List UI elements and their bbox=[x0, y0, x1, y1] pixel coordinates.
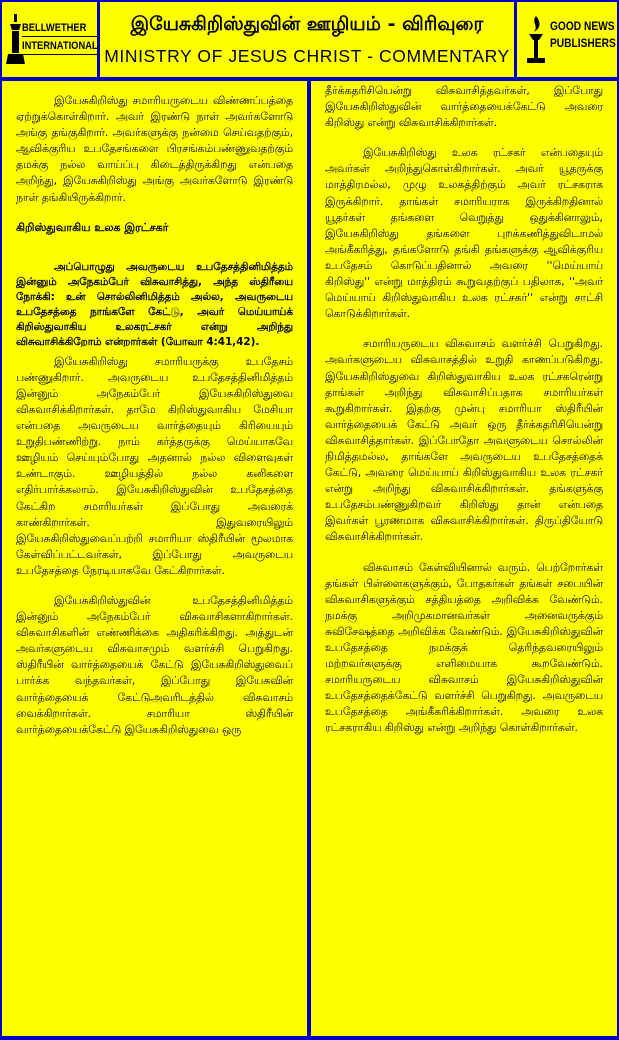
paragraph: சமாரியருடைய விசுவாசம் வளர்ச்சி பெறுகிறது. அவர்களுடைய விசுவாசத்தில் உறுதி காணப்படுகிறது. இயேசுகிறிஸ்துவை கிறிஸ்துவாகிய உலக ரட்சகரென்று தாங்கள் அறிந்து விசுவாசிப்பதாக சமாரியர்கள் கூறுகிறார்கள். இதற்கு முன்பு சமாரியா ஸ்திரீயின் வார்த்தையைக் கேட்டு அவர் ஒரு தீர்க்கதரிசியென்று விசுவாசித்தார்கள். இப்போதோ அவளுடைய சொல்லின் நிமித்தமல்ல, தாங்களே அவருடைய உபதேசத்தைக் கேட்டு, அவரை மெய்யாய் கிறிஸ்துவாகிய உலக ரட்சகர் என்று அறிந்து விசுவாசிக்கிறார்கள். தங்களுக்கு உபதேசம்பண்ணுகிறவர் கிறிஸ்து தான் என்பதை இவர்கள் பூரணமாக விசுவாசிக்கிறார்கள். திருப்தியோடு விசுவாசிக்கிறார்கள். bbox=[325, 337, 603, 544]
paragraph: இயேசுகிறிஸ்து உலக ரட்சகர் என்பதையும் அவர்கள் அறிந்துகொள்கிறார்கள். அவர் யூதருக்கு மாத்திரமல்ல, முழு உலகத்திற்கும் அவர் ரட்சகராக இருக்கிறார். தாங்கள் சமாரியராக இருக்கிறதினால் யூதர்கள் தங்களை வெறுத்து ஒதுக்கினாலும், இயேசுகிறிஸ்து தங்களை புறக்கணித்துவிடாமல் அங்கீகரித்து, தங்களோடு தங்கி தங்களுக்கு ஆவிக்குரிய உபதேசம் கொடுப்பதினால் அவரை ''மெய்யாய் கிறிஸ்து'' என்று மாத்திரம் கூறுவதற்குப் பதிலாக, ''அவர் மெய்யாய் கிறிஸ்துவாகிய உலக ரட்சகர்'' என்று சாட்சி கொடுக்கிறார்கள். bbox=[325, 146, 603, 321]
paragraph: இயேசுகிறிஸ்து சமாரியருக்கு உபதேசம் பண்ணுகிறார். அவருடைய உபதேசத்தினிமித்தம் இன்னும் அநேகம்பேர் இயேசுகிறிஸ்துவை விசுவாசிக்கிறார்கள். தாமே கிறிஸ்துவாகிய மேசியா என்பதை அவருடைய வார்த்தையும் கிரியையும் உறுதிபண்ணிற்று. நாம் கர்த்தருக்கு மெய்யாகவே ஊழியம் செய்யும்போது அதனால் நல்ல விளைவுகள் உண்டாகும். ஊழியத்தில் நல்ல கனிகளை எதிர்பார்க்கலாம். இயேசுகிறிஸ்துவின் உபதேசத்தை கேட்கிற சமாரியர்கள் இப்போது அவரைக் காண்கிறார்கள். இதுவரையிலும் இயேசுகிறிஸ்துவைப்பற்றி சமாரியா ஸ்திரீயின் மூலமாக கேள்விப்பட்டவர்கள், இப்போது அவருடைய உபதேசத்தை நேரடியாகவே கேட்கிறார்கள். bbox=[16, 354, 293, 577]
torch-icon bbox=[523, 14, 549, 64]
page-header bbox=[2, 2, 617, 77]
good-news-logo-line2: PUBLISHERS bbox=[550, 36, 616, 50]
scripture-quote: அப்பொழுது அவருடைய உபதேசத்தினிமித்தம் இன்னும் அநேகம்பேர் விசுவாசித்து, அந்த ஸ்திரீயை நோக்கி: உன் சொல்லினிமித்தம் அல்ல, அவருடைய உபதேசத்தை நாங்களே கேட்டு, அவர் மெய்யாய்க் கிறிஸ்துவாகிய உலகரட்சகர் என்று அறிந்து விசுவாசிக்கிறோம் என்றார்கள் (யோவா 4:41,42). bbox=[16, 260, 293, 348]
good-news-logo bbox=[517, 2, 617, 77]
bellwether-logo-line2: INTERNATIONAL bbox=[22, 39, 98, 55]
section-heading: கிறிஸ்துவாகிய உலக இரட்சகர் bbox=[16, 220, 169, 234]
paragraph: தீர்க்கதரிசியென்று விசுவாசித்தவர்கள், இப்போது இயேசுகிறிஸ்துவின் வார்த்தையைக்கேட்டு அவரை கிறிஸ்து என்று விசுவாசிக்கிறார்கள். bbox=[325, 84, 603, 130]
left-column bbox=[2, 81, 307, 1036]
paragraph: விசுவாசம் கேள்வியினால் வரும். பெற்றோர்கள் தங்கள் பிள்ளைகளுக்கும், போதகர்கள் தங்கள் சபையின் விசுவாசிகளுக்கும் சத்தியத்தை அறிவிக்க வேண்டும். நமக்கு அறிமுகமானவர்கள் அனைவருக்கும் சுவிசேஷத்தை அறிவிக்க வேண்டும். இயேசுகிறிஸ்துவின் உபதேசத்தை நமக்குக் தெரிந்தவரையிலும் மற்றவர்களுக்கு எளிமையாக கூறவேண்டும். சமாரியருடைய விசுவாசம் இயேசுகிறிஸ்துவின் உபதேசத்தைக்கேட்டு வளர்ச்சி பெறுகிறது. அவருடைய உபதேசத்தை அங்கீகரிக்கிறார்கள். அவரை உலக ரட்சகராகிய கிறிஸ்து என்று அறிந்து கொள்கிறார்கள். bbox=[325, 560, 603, 735]
paragraph: இயேசுகிறிஸ்துவின் உபதேசத்தினிமித்தம் இன்னும் அநேகம்பேர் விசுவாசிகளாகிறார்கள். விசுவாசிகளின் எண்ணிக்கை அதிகரிக்கிறது. அத்துடன் அவர்களுடைய விசுவாசமும் வளர்ச்சி பெறுகிறது. ஸ்திரீயின் வார்த்தையைக் கேட்டு இயேசுகிறிஸ்துவைப் பார்க்க வந்தவர்கள், இப்போது இயேசுவின் வார்த்தையைக் கேட்டுஅவரிடத்தில் விசுவாசம் வைக்கிறார்கள். சமாரியா ஸ்திரீயின் வார்த்தையைக்கேட்டு இயேசுகிறிஸ்துவை ஒரு bbox=[16, 593, 293, 736]
right-column bbox=[311, 81, 617, 1036]
page-title-english: MINISTRY OF JESUS CHRIST - COMMENTARY bbox=[104, 45, 510, 66]
paragraph: இயேசுகிறிஸ்து சமாரியருடைய விண்ணப்பத்தை ஏற்றுக்கொள்கிறார். அவர் இரண்டு நாள் அவர்களோடு அங்கு தங்குகிறார். அவர்களுக்கு நன்மை செய்வதற்கும், ஆவிக்குரிய உபதேசங்களை பிரசங்கம்பண்ணுவதற்கும் தமக்கு நல்ல வாய்ப்பு கிடைத்திருக்கிறது என்பதை அறிந்து, இயேசுகிறிஸ்து அங்கு அவர்களோடு இரண்டு நாள் தங்கியிருக்கிறார். bbox=[16, 94, 293, 204]
bellwether-logo bbox=[2, 2, 97, 77]
bellwether-logo-line1: BELLWETHER bbox=[22, 21, 98, 37]
good-news-logo-text bbox=[550, 18, 616, 52]
bellwether-logo-text bbox=[22, 21, 98, 57]
page-title-tamil: இயேசுகிறிஸ்துவின் ஊழியம் - விரிவுரை bbox=[130, 12, 484, 35]
good-news-logo-line1: GOOD NEWS bbox=[550, 19, 615, 33]
title-block bbox=[100, 2, 514, 77]
